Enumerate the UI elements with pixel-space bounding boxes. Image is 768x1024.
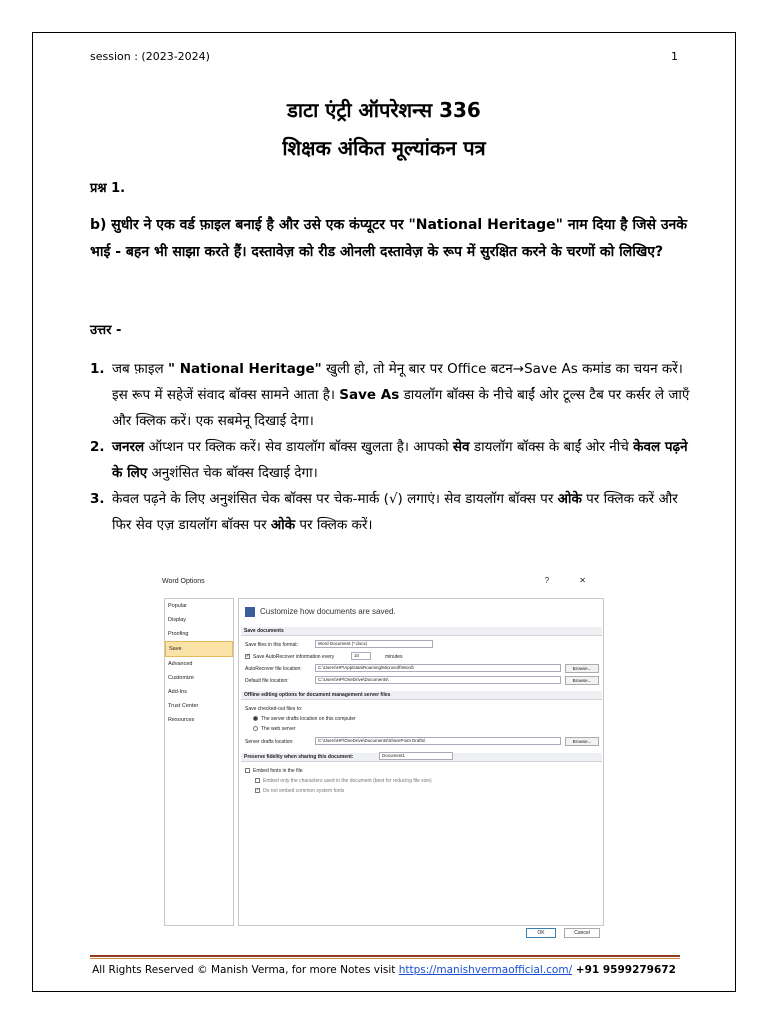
step-text: डायलॉग बॉक्स के बाईं ओर नीचे: [469, 439, 634, 455]
fidelity-label: Preserve fidelity when sharing this document:: [244, 754, 354, 760]
embed-only-label: Embed only the characters used in the document (best for reducing file size): [263, 778, 432, 784]
step-bold: केवल पढ़ने के लिए: [112, 439, 688, 481]
ok-button[interactable]: OK: [526, 928, 556, 938]
nav-item-resources[interactable]: Resources: [168, 717, 195, 723]
nav-item-advanced[interactable]: Advanced: [168, 661, 193, 667]
footer: [0, 964, 768, 976]
dialog-heading: [245, 607, 396, 617]
step-text: अनुशंसित चेक बॉक्स दिखाई देगा।: [147, 465, 318, 481]
embed-fonts-label: Embed fonts in the file: [253, 768, 303, 774]
dialog-title: Word Options: [162, 578, 205, 585]
page-subtitle: शिक्षक अंकित मूल्यांकन पत्र: [282, 136, 486, 160]
autorecover-checkbox[interactable]: ✓: [246, 653, 251, 660]
nav-item-trust-center[interactable]: Trust Center: [168, 703, 199, 709]
autorecover-location-input[interactable]: C:\Users\HP\AppData\Roaming\Microsoft\Word\: [315, 664, 561, 672]
step-text: पर क्लिक करें।: [295, 517, 373, 533]
question-text: b) सुधीर ने एक वर्ड फ़ाइल बनाई है और उसे एक कंप्यूटर पर "National Heritage" नाम दिया है जिसे उनके भाई - बहन भी साझा करते हैं। दस्तावेज़ को रीड ओनली दस्तावेज़ के रूप में सुरक्षित करने के चरणों को लिखिए?: [90, 217, 688, 260]
autorecover-row: [245, 654, 334, 660]
step-text: डायलॉग बॉक्स के नीचे बाईं ओर टूल्स टैब पर कर्सर ले जाएँ और क्लिक करें। एक सबमेनू दिखाई देगा।: [112, 387, 690, 429]
autorecover-label: Save AutoRecover information every: [253, 654, 335, 660]
step-bold: ओके: [270, 517, 296, 533]
footer-divider: [90, 955, 680, 957]
page-title: डाटा एंट्री ऑपरेशन्स 336: [287, 98, 481, 122]
autorecover-unit: minutes: [385, 654, 403, 660]
embed-fonts-checkbox[interactable]: [245, 768, 250, 773]
radio-web[interactable]: [253, 726, 258, 731]
step-number: 3.: [90, 491, 105, 507]
browse-button[interactable]: Browse...: [565, 664, 599, 673]
step-bold: जनरल: [112, 439, 145, 455]
step-text: खुली हो, तो मेनू बार पर Office बटन→Save As कमांड का चयन करें। इस रूप में सहेजें संवाद बॉक्स सामने आता है।: [112, 361, 683, 403]
section-offline: Offline editing options for document management server files: [241, 691, 602, 700]
footer-text: All Rights Reserved © Manish Verma, for more Notes visit: [92, 964, 399, 976]
nav-item-popular[interactable]: Popular: [168, 603, 187, 609]
browse-button[interactable]: Browse...: [565, 676, 599, 685]
nav-item-save[interactable]: Save: [165, 641, 233, 657]
footer-divider-accent: [90, 958, 680, 959]
question-label: प्रश्न 1.: [90, 181, 126, 196]
step-item: [90, 486, 690, 538]
nav-item-display[interactable]: Display: [168, 617, 187, 623]
step-bold: Save As: [339, 387, 400, 403]
default-location-input[interactable]: C:\Users\HP\OneDrive\Documents\: [315, 676, 561, 684]
radio-server-row[interactable]: [253, 716, 356, 722]
fidelity-document-select[interactable]: Document1: [379, 752, 453, 760]
step-bold: ओके: [557, 491, 582, 507]
dialog-heading-text: Customize how documents are saved.: [260, 607, 396, 617]
save-format-select[interactable]: Word Document (*.docx): [315, 640, 433, 648]
autorecover-location-label: AutoRecover file location:: [245, 666, 302, 672]
radio-web-label: The web server: [261, 726, 296, 732]
step-text: केवल पढ़ने के लिए अनुशंसित चेक बॉक्स पर चेक-मार्क (√) लगाएं। सेव डायलॉग बॉक्स पर: [112, 491, 558, 507]
step-text: जब फ़ाइल: [112, 361, 168, 377]
footer-link[interactable]: https://manishvermaofficial.com/: [398, 964, 573, 976]
embed-only-checkbox[interactable]: [255, 778, 260, 783]
no-common-fonts-checkbox[interactable]: ✓: [256, 787, 261, 794]
nav-item-proofing[interactable]: Proofing: [168, 631, 189, 637]
radio-server[interactable]: [253, 716, 258, 721]
footer-phone: +91 9599279672: [572, 964, 676, 976]
server-drafts-label: Server drafts location:: [245, 739, 294, 745]
no-common-fonts-row[interactable]: [255, 788, 344, 794]
dialog-content: [238, 598, 604, 926]
save-format-label: Save files in this format:: [245, 642, 299, 648]
answer-label: उत्तर -: [90, 323, 122, 338]
nav-item-customize[interactable]: Customize: [168, 675, 194, 681]
no-common-fonts-label: Do not embed common system fonts: [263, 788, 345, 794]
radio-server-label: The server drafts location on this computer: [261, 716, 356, 722]
embed-only-row[interactable]: [255, 778, 432, 784]
default-location-label: Default file location:: [245, 678, 289, 684]
nav-item-add-ins[interactable]: Add-Ins: [168, 689, 187, 695]
word-options-dialog: [158, 576, 610, 940]
section-save-documents: Save documents: [241, 627, 602, 636]
server-drafts-input[interactable]: C:\Users\HP\OneDrive\Documents\SharePoint Drafts\: [315, 737, 561, 745]
step-bold: " National Heritage": [168, 361, 322, 377]
step-bold: सेव: [452, 439, 470, 455]
step-item: [90, 434, 690, 486]
radio-web-row[interactable]: [253, 726, 295, 732]
browse-button[interactable]: Browse...: [565, 737, 599, 746]
step-text: ऑप्शन पर क्लिक करें। सेव डायलॉग बॉक्स खुलता है। आपको: [144, 439, 453, 455]
session-label: session : (2023-2024): [90, 50, 210, 63]
checked-out-label: Save checked-out files to:: [245, 706, 303, 712]
step-text: पर क्लिक करें और फिर सेव एज़ डायलॉग बॉक्स पर: [112, 491, 678, 533]
page-number: 1: [671, 50, 678, 63]
embed-fonts-row[interactable]: [245, 768, 302, 774]
step-item: [90, 356, 690, 434]
step-number: 2.: [90, 439, 105, 455]
cancel-button[interactable]: Cancel: [564, 928, 600, 938]
dialog-window-controls[interactable]: ? ✕: [544, 576, 600, 585]
answer-steps: [90, 356, 690, 538]
dialog-nav: [164, 598, 234, 926]
save-icon: [245, 607, 255, 617]
autorecover-minutes-input[interactable]: 10: [351, 652, 371, 660]
step-number: 1.: [90, 361, 105, 377]
